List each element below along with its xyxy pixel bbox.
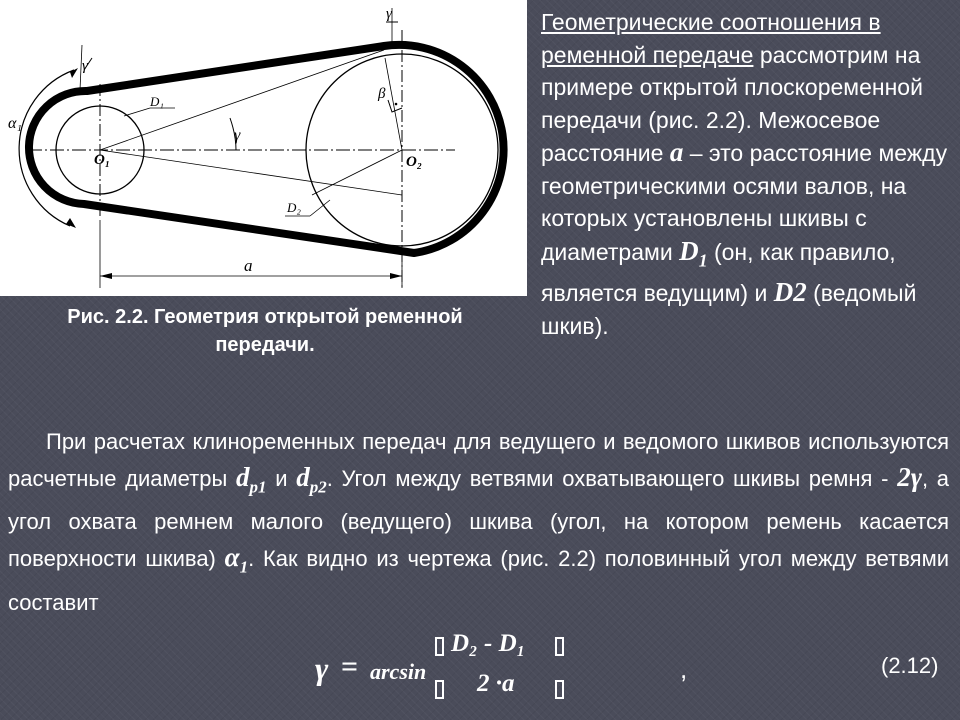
formula-bracket-top-left	[435, 637, 444, 656]
symbol-d2: D2	[773, 277, 807, 308]
label-d1: D₁	[150, 94, 164, 109]
right-angle-dot	[395, 103, 398, 106]
symbol-dp1-letter: d	[236, 461, 250, 492]
radius-line	[385, 58, 402, 150]
alpha-arrow-top	[70, 68, 78, 78]
symbol-alpha-letter: α	[224, 541, 240, 572]
formula-equals: =	[341, 650, 359, 683]
symbol-dp2-letter: d	[296, 461, 310, 492]
label-gamma-left: γ	[82, 58, 88, 74]
intro-underlined-heading: Геометрические соотношения в ременной передаче	[541, 9, 881, 68]
label-gamma-right: γ	[386, 6, 392, 22]
symbol-d1	[679, 235, 708, 270]
label-a: a	[244, 256, 253, 275]
label-o2: O₂	[406, 154, 423, 170]
dim-arrow-left	[100, 273, 112, 279]
symbol-alpha1	[224, 541, 249, 577]
formula-bracket-bottom-left	[435, 680, 444, 699]
symbol-2gamma: 2γ	[897, 461, 922, 492]
body-paragraph	[8, 424, 949, 620]
symbol-dp1-sub: p1	[249, 476, 267, 496]
symbol-dp1	[236, 461, 267, 496]
formula-bracket-bottom-right	[555, 680, 564, 699]
label-alpha: α₁	[8, 115, 22, 132]
symbol-d1-letter: D	[679, 235, 699, 266]
symbol-dp2	[296, 461, 327, 496]
dim-arrow-right	[390, 273, 402, 279]
belt-drive-figure	[0, 0, 527, 296]
formula-bracket-top-right	[555, 637, 564, 656]
formula-comma: ,	[680, 654, 688, 684]
body-text-1: При расчетах клиноременных передач для ведущего и ведомого шкивов используются расчетные диаметры	[8, 429, 949, 491]
figure-caption: Рис. 2.2. Геометрия открытой ременной передачи.	[67, 306, 463, 356]
intro-text-2: – это расстояние между геометрическими осями валов, на которых установлены шкивы с диаметрами	[541, 140, 948, 265]
formula-gamma: γ	[315, 650, 329, 686]
formula-numerator: D₂ - D₁	[451, 630, 526, 657]
intro-text-4: (ведомый шкив).	[541, 280, 917, 339]
belt-drive-diagram	[0, 0, 527, 296]
formula-denominator: 2 ·a	[477, 670, 515, 697]
intro-text-1: рассмотрим на примере открытой плоскоременной передачи (рис. 2.2). Межосевое расстояние	[541, 41, 923, 166]
label-beta: β	[378, 86, 386, 102]
formula-arcsin: arcsin	[370, 659, 427, 684]
symbol-a: a	[669, 137, 684, 167]
intro-paragraph	[541, 6, 953, 342]
body-text-2: и	[266, 465, 297, 491]
intro-text-3: (он, как правило, является ведущим) и	[541, 238, 896, 307]
body-text-4: , а угол охвата ремнем малого (ведущего) шкива (угол, на котором ремень касается поверхности шкива)	[8, 465, 949, 571]
symbol-d1-sub: 1	[698, 249, 708, 270]
d2-leader	[310, 200, 330, 216]
label-gamma-center: γ	[234, 127, 241, 144]
label-d2: D₂	[287, 200, 301, 215]
formula-2-12	[315, 628, 715, 716]
symbol-dp2-sub: p2	[309, 476, 327, 496]
body-text-3: . Угол между ветвями охватывающего шкивы ремня -	[326, 465, 898, 491]
label-o1: O₁	[94, 152, 111, 168]
d1-leader	[124, 108, 150, 116]
symbol-alpha-sub: 1	[239, 557, 249, 577]
alpha-arrow-bottom	[66, 218, 76, 228]
body-text-5: . Как видно из чертежа (рис. 2.2) половинный угол между ветвями составит	[8, 545, 949, 615]
equation-number: (2.12)	[881, 653, 939, 678]
